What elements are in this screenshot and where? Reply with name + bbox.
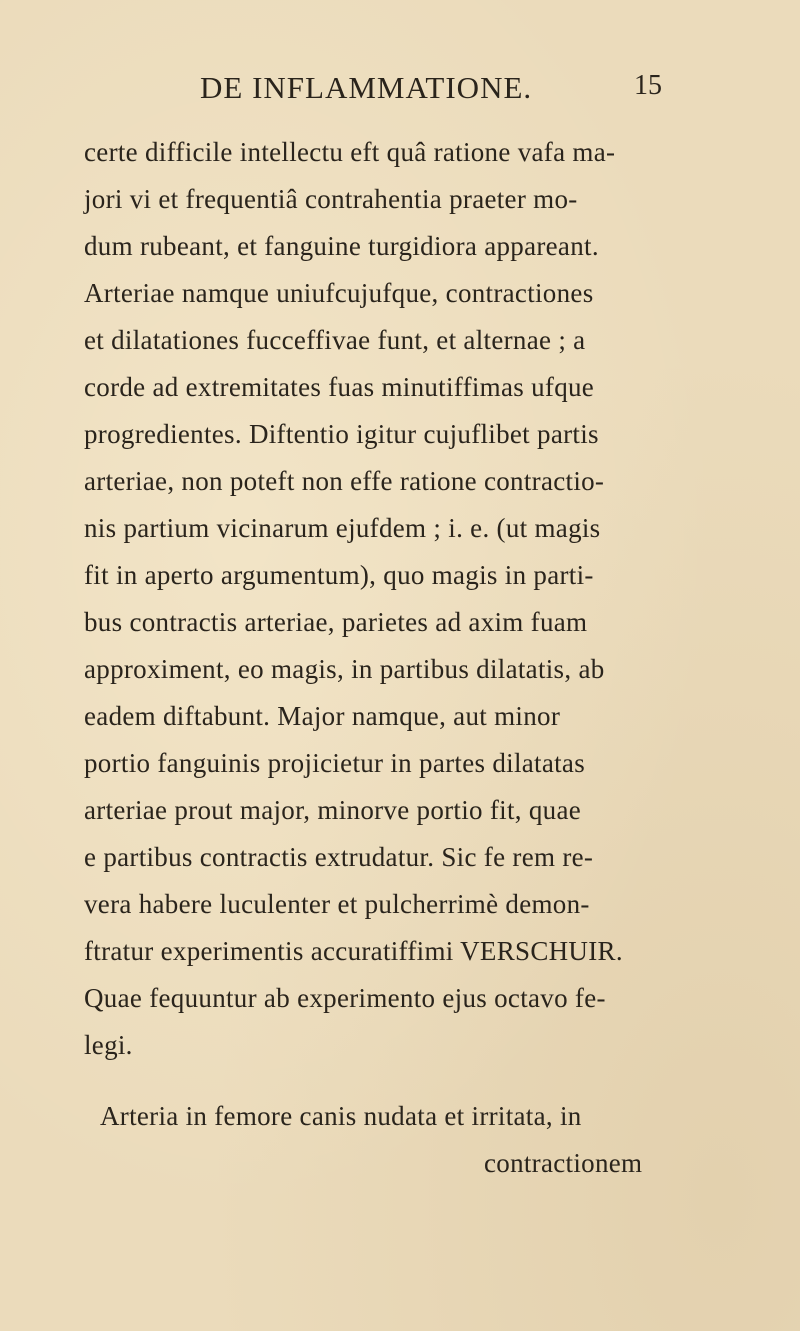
text-line: progredientes. Diftentio igitur cujuflibet partis (84, 419, 599, 449)
text-line: jori vi et frequentiâ contrahentia praeter mo- (84, 184, 578, 214)
text-line: portio fanguinis projicietur in partes dilatatas (84, 748, 586, 778)
text-line: vera habere luculenter et pulcherrimè demon- (84, 889, 590, 919)
text-line: fit in aperto argumentum), quo magis in parti- (84, 560, 594, 590)
running-head-title: DE INFLAMMATIONE. (200, 70, 533, 105)
text-line: bus contractis arteriae, parietes ad axim fuam (84, 607, 588, 637)
text-line: nis partium vicinarum ejufdem ; i. e. (ut magis (84, 513, 601, 543)
catchword: contractionem (484, 1148, 643, 1178)
text-line: certe difficile intellectu eft quâ ratione vafa ma- (84, 137, 616, 167)
text-line: ftratur experimentis accuratiffimi VERSCHUIR. (84, 936, 623, 966)
text-line: arteriae prout major, minorve portio fit, quae (84, 795, 582, 825)
text-line: arteriae, non poteft non effe ratione contractio- (84, 466, 605, 496)
text-line: Arteriae namque uniufcujufque, contractiones (84, 278, 594, 308)
page-number: 15 (634, 70, 662, 101)
text-line: corde ad extremitates fuas minutiffimas ufque (84, 372, 595, 402)
paragraph-first-line: Arteria in femore canis nudata et irritata, in (100, 1101, 582, 1131)
running-head (200, 70, 700, 110)
text-line: et dilatationes fucceffivae funt, et alternae ; a (84, 325, 586, 355)
text-line: dum rubeant, et fanguine turgidiora appareant. (84, 231, 599, 261)
text-line: eadem diftabunt. Major namque, aut minor (84, 701, 561, 731)
text-line: approximent, eo magis, in partibus dilatatis, ab (84, 654, 605, 684)
text-line: Quae fequuntur ab experimento ejus octavo fe- (84, 983, 606, 1013)
text-line: legi. (84, 1030, 133, 1060)
text-line: e partibus contractis extrudatur. Sic fe rem re- (84, 842, 594, 872)
